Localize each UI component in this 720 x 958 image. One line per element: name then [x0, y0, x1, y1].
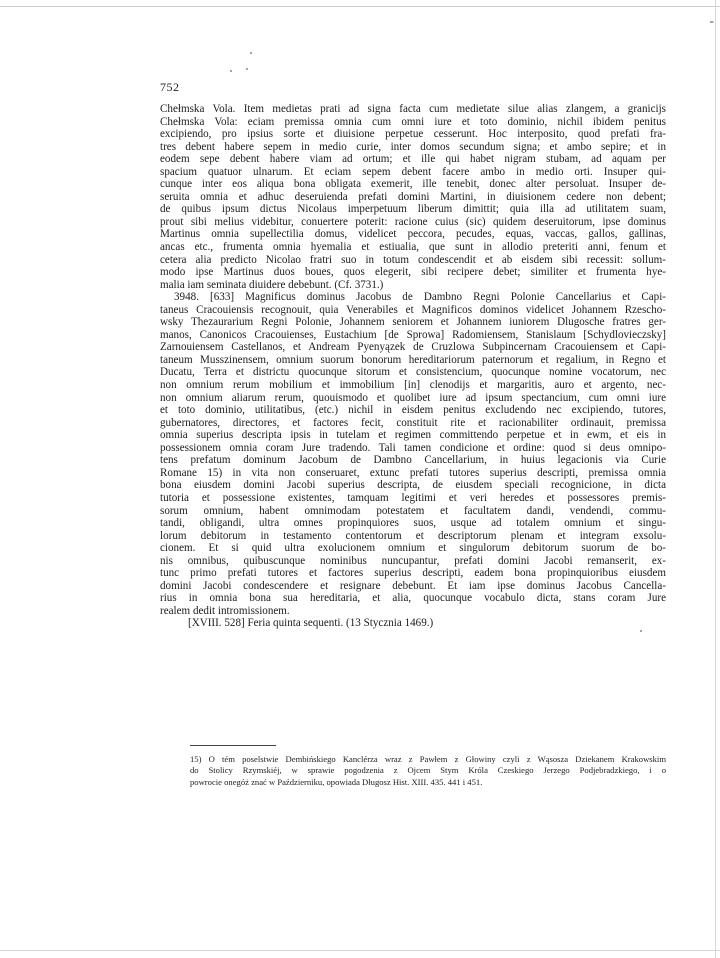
text-line: nis omnibus, quibuscunque nominibus nuncupantur, prefati domini Jacobi remanserit, ex- — [160, 554, 666, 567]
text-line: non omnium rerum mobilium et immobilium [in] clenodijs et margaritis, auro et argento, nec- — [160, 379, 666, 392]
text-line: Martinus omnia supellectilia domus, videlicet peccora, pecudes, equas, vaccas, gallos, gallinas, — [160, 228, 666, 241]
document-body — [160, 103, 666, 630]
text-line: wsky Thezaurarium Regni Polonie, Johannem seniorem et Johannem iuniorem Dlugosche fratres ger- — [160, 316, 666, 329]
text-line: cunque inter eos aliqua bona obligata exemerit, ille tenebit, donec alter persoluat. Insuper de- — [160, 178, 666, 191]
text-line: seruita omnia et adhuc deseruienda prefati domini Martini, in diuisionem cedere non debent; — [160, 190, 666, 203]
date-heading-line: [XVIII. 528] Feria quinta sequenti. (13 Stycznia 1469.) — [188, 617, 434, 630]
text-line: ancas etc., frumenta omnia hyemalia et estiualia, que sunt in allodio preteriti anni, fenum et — [160, 241, 666, 254]
text-line: Chełmska Vola: eciam premissa omnia cum omni iure et toto dominio, nichil ibidem penitus — [160, 115, 666, 128]
text-line: tres debent habere sepem in medio curie, inter domos secundum signa; et ambo sepire; et in — [160, 140, 666, 153]
scan-edge-bottom — [0, 950, 720, 951]
text-line: sorum omnium, habent omnimodam potestatem et facultatem dandi, vendendi, commu- — [160, 504, 666, 517]
entry-heading-line: 3948. [633] Magnificus dominus Jacobus de Dambno Regni Polonie Cancellarius et Capi- — [174, 291, 666, 304]
text-line: gubernatores, directores, et factores fecit, constituit rite et racionabiliter ordinauit, premissa — [160, 416, 666, 429]
scan-edge-top — [0, 6, 720, 7]
text-line: taneum Musszinensem, omnium suorum bonorum hereditariorum paternorum et regalium, in Regno et — [160, 353, 666, 366]
text-line: Chełmska Vola. Item medietas prati ad signa facta cum medietate silue alias zlangem, a granicijs — [160, 103, 666, 115]
text-line: et toto dominio, utilitatibus, (etc.) nichil in eisdem penitus excludendo nec excipiendo, tutores, — [160, 404, 666, 417]
text-line: domini Jacobi condescendere et resignare debebunt. Et iam ipse dominus Jacobus Cancella- — [160, 579, 666, 592]
text-line: omnia superius descripta ipsis in tutelam et regimen committendo perpetue et in ewm, et eis in — [160, 429, 666, 442]
text-line: modo ipse Martinus duos boues, quos elegerit, sibi recipere debet; similiter et frumenta hye- — [160, 266, 666, 279]
text-line: eodem sepe debent habere viam ad ortum; et ille qui habet nigram stubam, ad aquam per — [160, 153, 666, 166]
text-line: cionem. Et si quid ultra exolucionem omnium et singulorum debitorum suorum de bo- — [160, 542, 666, 555]
page-number: 752 — [160, 80, 180, 94]
scan-speck — [640, 630, 642, 632]
text-line: manos, Canonicos Cracouienses, Eustachium [de Sprowa] Radomiensem, Stanislaum [Schydlovieczsky] — [160, 328, 666, 341]
scan-speck — [246, 68, 248, 70]
text-line: rius in omnia bona sua hereditaria, et alia, quocunque vocabulo dicta, stans coram Jure — [160, 592, 666, 605]
text-line: Zarnouiensem Castellanos, et Andream Pyenyązek de Cruzlowa Subpincernam Cracouiensem et Capi- — [160, 341, 666, 354]
text-line: tutoria et possessione existentes, tamquam legitimi et veri heredes et possessores premis- — [160, 491, 666, 504]
text-line: tunc primo prefati tutores et factores superius descripti, eadem bona propinquioribus eiusdem — [160, 567, 666, 580]
corner-mark: - — [709, 14, 714, 29]
text-line: taneus Cracouiensis recognouit, quia Venerabiles et Magnificos dominos videlicet Johannem Rzescho- — [160, 303, 666, 316]
text-line: cetera alia predicto Nicolao fratri suo in totum condescendit et ab eisdem sibi recessit: sollum- — [160, 253, 666, 266]
text-line: realem dedit intromissionem. — [160, 604, 290, 617]
footnote-line: 15) O tém poselstwie Dembińskiego Kanclérza wraz z Pawłem z Głowiny czyli z Wąsosza Dziekanem Krakowskim — [190, 754, 666, 764]
text-line: Romane 15) in vita non conseruaret, extunc prefati tutores superius descripti, premissa omnia — [160, 466, 666, 479]
text-line: de quibus ipsum dictus Nicolaus imperpetuum liberum dimittit; quia illa ad utilitatem suam, — [160, 203, 666, 216]
text-line: prout sibi melius videbitur, conuertere poterit: racione cuius (sic) quidem deseruitorum, ipse dominus — [160, 215, 666, 228]
scan-speck — [230, 70, 232, 72]
text-line: tandi, obligandi, ultra omnes propinquiores suos, usque ad totalem omnium et singu- — [160, 517, 666, 530]
text-line: bona eiusdem domini Jacobi superius descripta, de eiusdem speciali recognicione, in dicta — [160, 479, 666, 492]
text-line: excipiendo, pro ipsius sorte et diuisione perpetue cesserunt. Hoc interposito, quod prefati fra- — [160, 128, 666, 141]
footnote-line: powrocie onegóż znać w Październiku, opowiada Długosz Hist. XIII. 435. 441 i 451. — [190, 776, 483, 787]
footnote-line: do Stolicy Rzymskiéj, w sprawie pogodzenia z Ojcem Stym Króla Czeskiego Jerzego Podjebradzkiego, i o — [190, 765, 666, 776]
text-line: non omnium aliarum rerum, quouismodo et quolibet iure ad ipsum spectancium, cum omni iure — [160, 391, 666, 404]
footnote — [190, 754, 666, 788]
text-line: spacium quatuor ulnarum. Et eciam sepem debent facere ambo in medio orti. Insuper qui- — [160, 165, 666, 178]
text-line: tens prefatum dominum Jacobum de Dambno Cancellarium, in huius legacionis via Curie — [160, 454, 666, 467]
text-line: lorum debitorum in testamento contentorum et descriptorum plenam et integram exsolu- — [160, 529, 666, 542]
text-line: possessionem omnia coram Jure tradendo. Tali tamen condicione et ordine: quod si deus omnipo- — [160, 441, 666, 454]
scan-edge-right — [715, 0, 716, 958]
scan-speck — [250, 52, 252, 54]
text-line: malia iam seminata diuidere debebunt. (Cf. 3731.) — [160, 278, 384, 291]
footnote-rule — [190, 745, 276, 746]
text-line: Ducatu, Terra et districtu quocunque sitorum et consistencium, quocunque nomine vocatorum, nec — [160, 366, 666, 379]
